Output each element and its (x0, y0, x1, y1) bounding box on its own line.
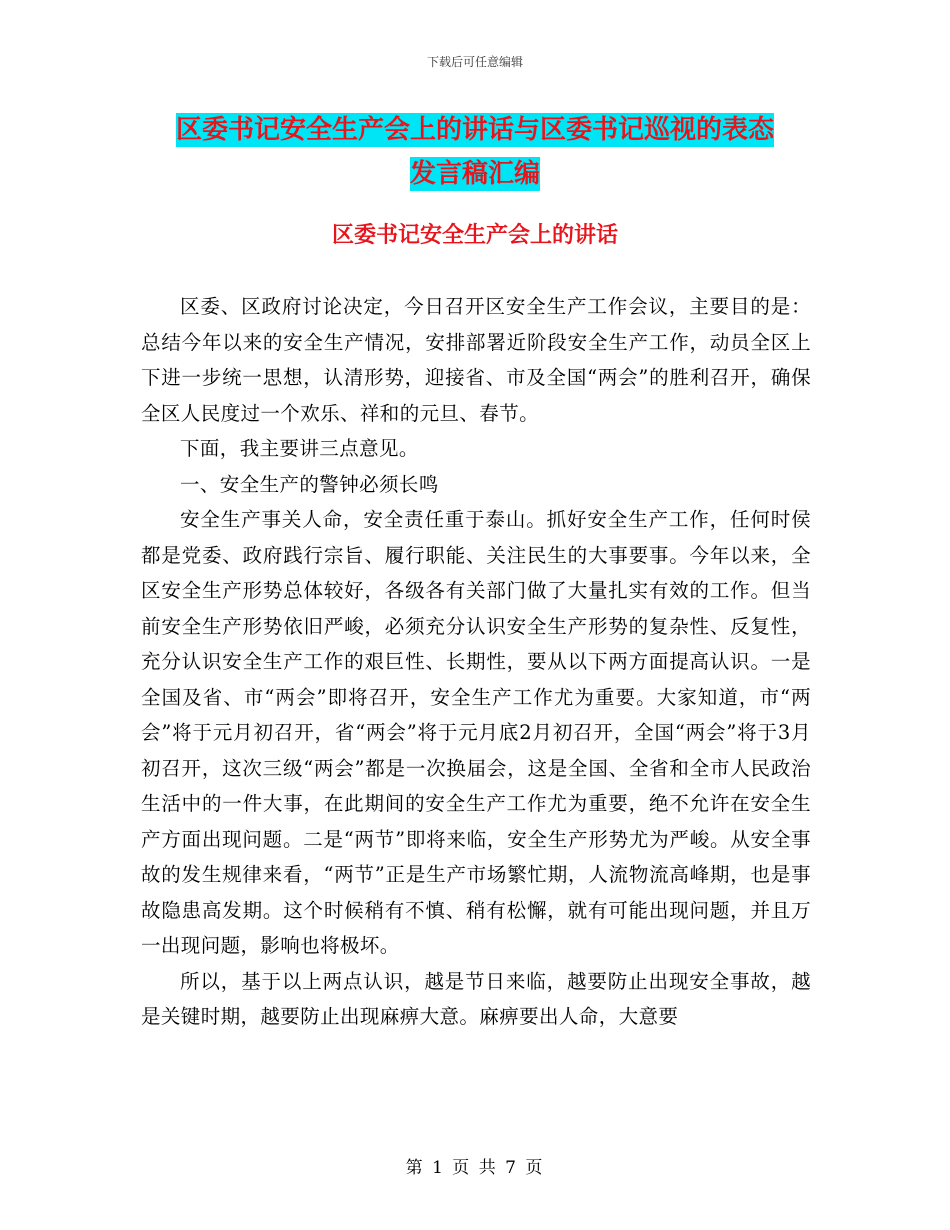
paragraph: 区委、区政府讨论决定，今日召开区安全生产工作会议，主要目的是：总结今年以来的安全生产情况，安排部署近阶段安全生产工作，动员全区上下进一步统一思想，认清形势，迎接省、市及全国“两会”的胜利召开，确保全区人民度过一个欢乐、祥和的元旦、春节。 (141, 295, 811, 425)
document-title-text-1: 区委书记安全生产会上的讲话与区委书记巡视的表态 (175, 115, 774, 145)
paragraph: 一、安全生产的警钟必须长鸣 (180, 472, 439, 496)
paragraph: 所以，基于以上两点认识，越是节日来临，越要防止出现安全事故，越是关键时期，越要防止出现麻痹大意。麻痹要出人命，大意要 (141, 969, 811, 1028)
document-body (141, 289, 811, 1035)
page-header-note: 下载后可任意编辑 (426, 55, 523, 69)
section-title: 区委书记安全生产会上的讲话 (331, 223, 618, 248)
document-title-text-2: 发言稿汇编 (409, 159, 540, 189)
document-title-line-2 (0, 148, 950, 200)
paragraph: 安全生产事关人命，安全责任重于泰山。抓好安全生产工作，任何时侯都是党委、政府践行宗旨、履行职能、关注民生的大事要事。今年以来，全区安全生产形势总体较好，各级各有关部门做了大量扎实有效的工作。但当前安全生产形势依旧严峻，必须充分认识安全生产形势的复杂性、反复性，充分认识安全生产工作的艰巨性、长期性，要从以下两方面提高认识。一是全国及省、市“两会”即将召开，安全生产工作尤为重要。大家知道，市“两会”将于元月初召开，省“两会”将于元月底2月初召开，全国“两会”将于3月初召开，这次三级“两会”都是一次换届会，这是全国、全省和全市人民政治生活中的一件大事，在此期间的安全生产工作尤为重要，绝不允许在安全生产方面出现问题。二是“两节”即将来临，安全生产形势尤为严峻。从安全事故的发生规律来看，“两节”正是生产市场繁忙期，人流物流高峰期，也是事故隐患高发期。这个时候稍有不慎、稍有松懈，就有可能出现问题，并且万一出现问题，影响也将极坏。 (141, 508, 811, 957)
page-number-footer: 第 1 页 共 7 页 (405, 1158, 545, 1178)
paragraph: 下面，我主要讲三点意见。 (180, 437, 419, 460)
